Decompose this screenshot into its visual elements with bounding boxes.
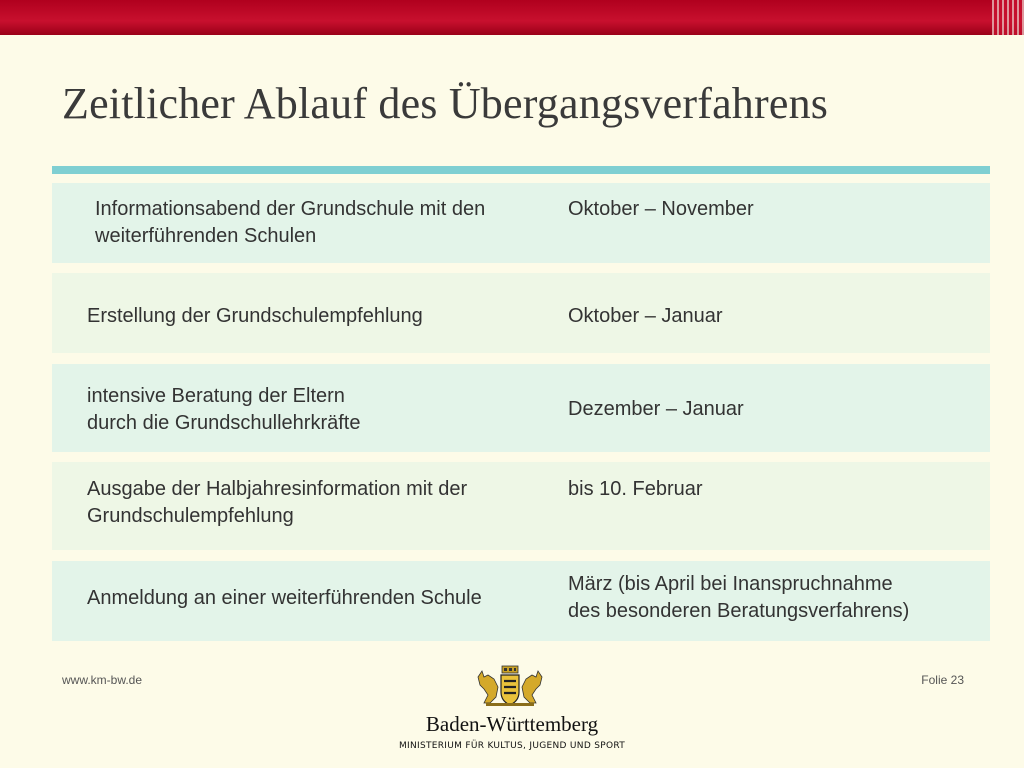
banner-stripes xyxy=(992,0,1024,35)
footer-url[interactable]: www.km-bw.de xyxy=(62,673,143,687)
timeline-row xyxy=(52,561,990,641)
period-text xyxy=(568,303,723,330)
ministry-name: MINISTERIUM FÜR KULTUS, JUGEND UND SPORT xyxy=(398,741,626,751)
step-line: Ausgabe der Halbjahresinformation mit der xyxy=(87,478,468,500)
timeline-row xyxy=(52,462,990,550)
period-text xyxy=(568,476,703,503)
step-text xyxy=(87,303,423,330)
period-line: Oktober – Januar xyxy=(568,305,723,327)
title-underline xyxy=(52,166,990,174)
step-line: Grundschulempfehlung xyxy=(87,505,294,527)
step-line: Anmeldung an einer weiterführenden Schule xyxy=(87,587,482,609)
period-line: bis 10. Februar xyxy=(568,478,703,500)
timeline-row xyxy=(52,364,990,452)
top-banner xyxy=(0,0,1024,35)
step-line: intensive Beratung der Eltern xyxy=(87,385,345,407)
step-line: Informationsabend der Grundschule mit den xyxy=(95,198,486,220)
coat-of-arms-icon xyxy=(474,665,546,707)
step-line: weiterführenden Schulen xyxy=(95,225,317,247)
period-line: März (bis April bei Inanspruchnahme xyxy=(568,573,893,595)
step-line: Erstellung der Grundschulempfehlung xyxy=(87,305,423,327)
slide-number: Folie 23 xyxy=(921,673,964,687)
period-text xyxy=(568,396,744,423)
timeline-row xyxy=(52,273,990,353)
period-text xyxy=(568,196,754,223)
step-text xyxy=(87,585,482,612)
step-text xyxy=(87,476,467,530)
slide-title: Zeitlicher Ablauf des Übergangsverfahrens xyxy=(62,79,829,128)
step-text xyxy=(95,196,485,250)
step-text xyxy=(87,383,360,437)
timeline-row xyxy=(52,183,990,263)
period-line: des besonderen Beratungsverfahrens) xyxy=(568,600,910,622)
period-line: Oktober – November xyxy=(568,198,754,220)
period-text xyxy=(568,571,909,625)
state-name: Baden-Württemberg xyxy=(425,712,599,736)
step-line: durch die Grundschullehrkräfte xyxy=(87,412,361,434)
period-line: Dezember – Januar xyxy=(568,398,744,420)
